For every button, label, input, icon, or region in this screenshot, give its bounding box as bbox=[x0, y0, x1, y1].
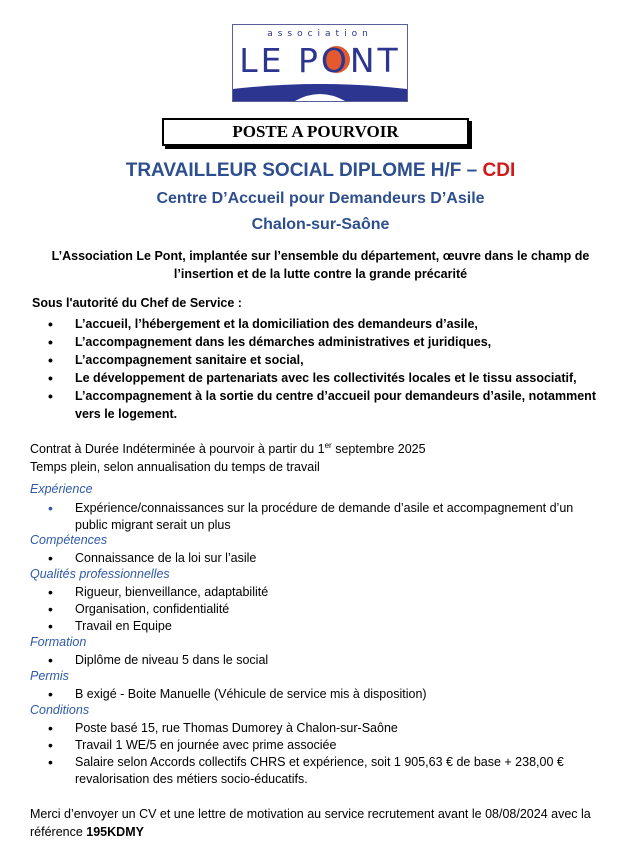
permis-list bbox=[48, 686, 608, 703]
mission-item: • Le développement de partenariats avec les collectivités locales et le tissu associatif, bbox=[48, 369, 618, 387]
application-text: Merci d’envoyer un CV et une lettre de motivation au service recrutement avant le 08/08/2024 avec la référence bbox=[30, 807, 591, 839]
section-title-formation: Formation bbox=[30, 635, 87, 649]
conditions-list bbox=[48, 720, 608, 788]
logo-association-text: association bbox=[267, 29, 373, 39]
job-title bbox=[0, 160, 641, 182]
formation-list bbox=[48, 652, 608, 669]
contract-start-date: septembre 2025 bbox=[331, 442, 426, 457]
poste-a-pourvoir-banner: POSTE A POURVOIR bbox=[162, 118, 469, 146]
contract-details bbox=[30, 437, 426, 476]
authority-line: Sous l'autorité du Chef de Service : bbox=[32, 296, 242, 310]
contract-start bbox=[30, 437, 426, 458]
section-title-qualites: Qualités professionnelles bbox=[30, 567, 170, 581]
competences-list bbox=[48, 550, 608, 567]
competence-item: • Connaissance de la loi sur l’asile bbox=[48, 550, 608, 567]
section-title-permis: Permis bbox=[30, 669, 69, 683]
contract-start-text: Contrat à Durée Indéterminée à pourvoir à partir du 1 bbox=[30, 442, 325, 457]
qualites-list bbox=[48, 584, 608, 635]
mission-item: • L’accueil, l’hébergement et la domiciliation des demandeurs d’asile, bbox=[48, 315, 618, 333]
mission-item: • L’accompagnement sanitaire et social, bbox=[48, 351, 618, 369]
mission-item: • L’accompagnement à la sortie du centre d’accueil pour demandeurs d’asile, notamment vers le logement. bbox=[48, 387, 618, 423]
contract-type-cdi: CDI bbox=[482, 160, 516, 181]
association-intro: L’Association Le Pont, implantée sur l’ensemble du département, œuvre dans le champ de l’insertion et de la lutte contre la grande précarité bbox=[51, 249, 590, 281]
experience-list bbox=[48, 500, 608, 534]
condition-item: • Poste basé 15, rue Thomas Dumorey à Chalon-sur-Saône bbox=[48, 720, 608, 737]
contract-hours: Temps plein, selon annualisation du temps de travail bbox=[30, 460, 320, 475]
job-title-main: TRAVAILLEUR SOCIAL DIPLOME H/F – bbox=[125, 160, 483, 181]
application-instructions bbox=[30, 805, 620, 841]
section-title-conditions: Conditions bbox=[30, 703, 90, 717]
condition-item: • Travail 1 WE/5 en journée avec prime associée bbox=[48, 737, 608, 754]
qualite-item: • Rigueur, bienveillance, adaptabilité bbox=[48, 584, 608, 601]
condition-item: • Salaire selon Accords collectifs CHRS et expérience, soit 1 905,63 € de base + 238,00 € revalorisation des métiers socio-éducatifs. bbox=[48, 754, 608, 788]
missions-list bbox=[48, 315, 618, 423]
mission-item: • L’accompagnement dans les démarches administratives et juridiques, bbox=[48, 333, 618, 351]
section-title-experience: Expérience bbox=[30, 482, 93, 496]
logo-frame bbox=[232, 24, 408, 102]
experience-item: • Expérience/connaissances sur la procédure de demande d’asile et accompagnement d’un public migrant serait un plus bbox=[48, 500, 608, 534]
contract-start-sup: er bbox=[324, 441, 332, 450]
service-name: Centre D’Accueil pour Demandeurs D’Asile bbox=[156, 190, 485, 207]
bridge-arch-icon bbox=[233, 83, 407, 101]
association-logo bbox=[232, 24, 408, 102]
permis-item: • B exigé - Boite Manuelle (Véhicule de service mis à disposition) bbox=[48, 686, 608, 703]
qualite-item: • Travail en Equipe bbox=[48, 618, 608, 635]
formation-item: • Diplôme de niveau 5 dans le social bbox=[48, 652, 608, 669]
logo-le-pont-text: LE PONT bbox=[239, 41, 401, 80]
qualite-item: • Organisation, confidentialité bbox=[48, 601, 608, 618]
location-city: Chalon-sur-Saône bbox=[251, 216, 390, 233]
job-reference: 195KDMY bbox=[86, 825, 144, 839]
section-title-competences: Compétences bbox=[30, 533, 108, 547]
